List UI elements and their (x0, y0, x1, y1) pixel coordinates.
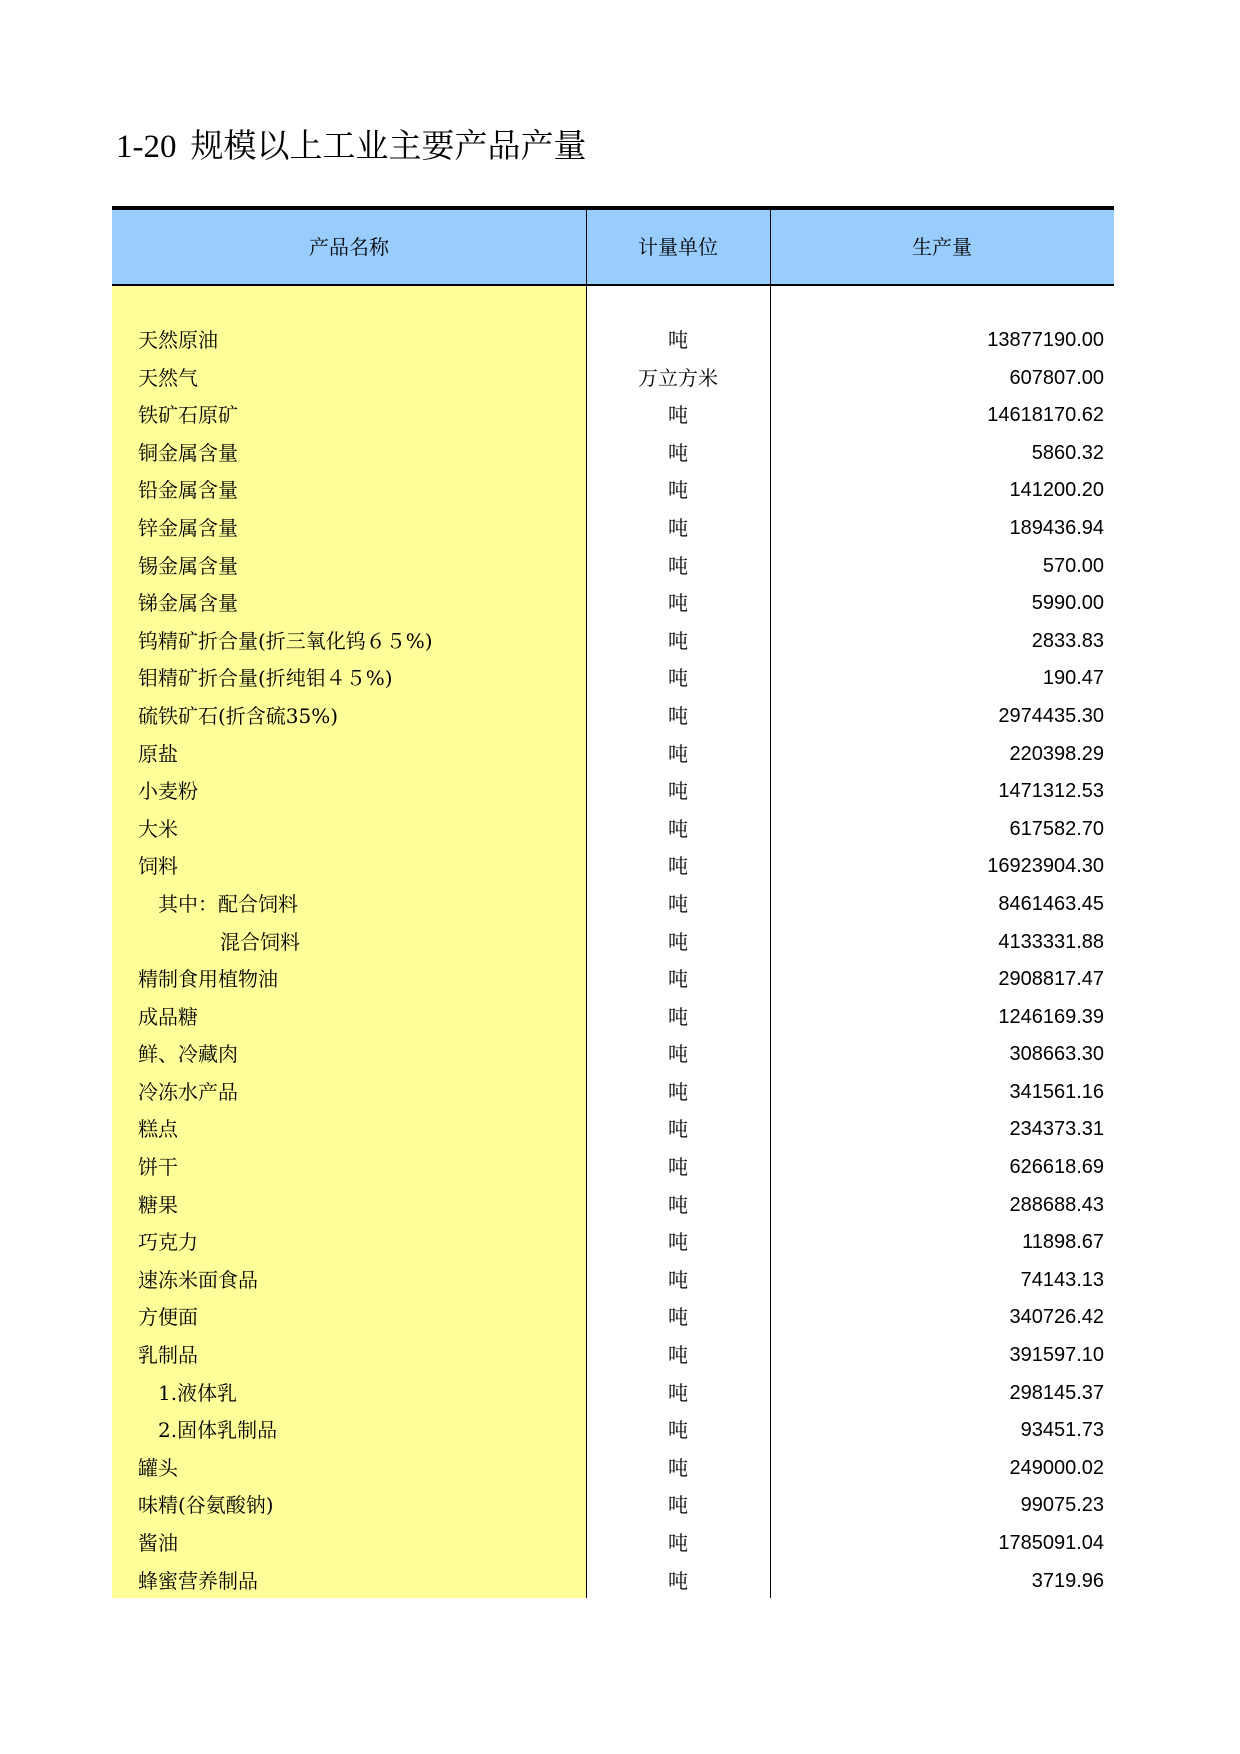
table-row (112, 1074, 1114, 1112)
output-value-cell: 2974435.30 (998, 704, 1104, 727)
table-row (112, 1111, 1114, 1149)
table-row (112, 886, 1114, 924)
table-row (112, 773, 1114, 811)
output-value-cell: 340726.42 (1009, 1306, 1104, 1329)
unit-cell: 吨 (668, 440, 688, 465)
table-row (112, 1563, 1114, 1601)
unit-cell: 吨 (668, 478, 688, 503)
output-value-cell: 1246169.39 (998, 1005, 1104, 1028)
table-row (112, 999, 1114, 1037)
table-body (112, 322, 1114, 1600)
product-name-cell: 冷冻水产品 (138, 1079, 238, 1104)
product-name-cell: 天然气 (138, 365, 198, 390)
table-row (112, 924, 1114, 962)
production-table (112, 206, 1114, 1598)
table-row (112, 435, 1114, 473)
product-name-cell: 2.固体乳制品 (158, 1418, 278, 1443)
table-row (112, 736, 1114, 774)
product-name-cell: 铅金属含量 (138, 478, 238, 503)
unit-cell: 吨 (668, 1192, 688, 1217)
unit-cell: 吨 (668, 1455, 688, 1480)
unit-cell: 吨 (668, 591, 688, 616)
output-value-cell: 2833.83 (1031, 629, 1104, 652)
product-name-cell: 混合饲料 (220, 929, 300, 954)
product-name-cell: 罐头 (138, 1455, 178, 1480)
output-value-cell: 607807.00 (1009, 366, 1104, 389)
product-name-cell: 精制食用植物油 (138, 967, 278, 992)
product-name-cell: 鲜、冷藏肉 (138, 1042, 238, 1067)
unit-cell: 吨 (668, 666, 688, 691)
unit-cell: 万立方米 (638, 365, 718, 390)
table-row (112, 585, 1114, 623)
output-value-cell: 2908817.47 (998, 968, 1104, 991)
header-unit: 计量单位 (638, 235, 718, 259)
unit-cell: 吨 (668, 1305, 688, 1330)
unit-cell: 吨 (668, 553, 688, 578)
output-value-cell: 1471312.53 (998, 780, 1104, 803)
output-value-cell: 308663.30 (1009, 1043, 1104, 1066)
product-name-cell: 酱油 (138, 1531, 178, 1555)
table-row (112, 1412, 1114, 1450)
output-value-cell: 4133331.88 (998, 930, 1104, 953)
output-value-cell: 341561.16 (1009, 1080, 1104, 1103)
output-value-cell: 626618.69 (1009, 1156, 1104, 1179)
table-row (112, 472, 1114, 510)
table-row (112, 1036, 1114, 1074)
unit-cell: 吨 (668, 741, 688, 766)
table-row (112, 623, 1114, 661)
unit-cell: 吨 (668, 1267, 688, 1292)
product-name-cell: 成品糖 (138, 1004, 198, 1029)
unit-cell: 吨 (668, 854, 688, 879)
output-value-cell: 1785091.04 (998, 1532, 1104, 1554)
unit-cell: 吨 (668, 703, 688, 728)
product-name-cell: 锡金属含量 (138, 553, 238, 578)
table-row (112, 510, 1114, 548)
unit-cell: 吨 (668, 1004, 688, 1029)
product-name-cell: 方便面 (138, 1305, 198, 1330)
unit-cell: 吨 (668, 1531, 688, 1555)
unit-cell: 吨 (668, 1155, 688, 1180)
product-name-cell: 1.液体乳 (158, 1380, 238, 1405)
table-row (112, 548, 1114, 586)
output-value-cell: 220398.29 (1009, 742, 1104, 765)
table-row (112, 1337, 1114, 1375)
product-name-cell: 原盐 (138, 741, 178, 766)
product-name-cell: 钼精矿折合量(折纯钼４５%) (138, 666, 393, 691)
page-title (116, 124, 587, 169)
table-row (112, 1224, 1114, 1262)
table-row (112, 1487, 1114, 1525)
table-row (112, 660, 1114, 698)
table-row (112, 1525, 1114, 1563)
unit-cell: 吨 (668, 1493, 688, 1518)
output-value-cell: 288688.43 (1009, 1193, 1104, 1216)
table-row (112, 961, 1114, 999)
output-value-cell: 3719.96 (1031, 1569, 1104, 1592)
table-row (112, 1299, 1114, 1337)
output-value-cell: 8461463.45 (998, 892, 1104, 915)
unit-cell: 吨 (668, 1568, 688, 1593)
output-value-cell: 249000.02 (1009, 1456, 1104, 1479)
table-row (112, 360, 1114, 398)
product-name-cell: 天然原油 (138, 328, 218, 352)
output-value-cell: 234373.31 (1009, 1118, 1104, 1141)
output-value-cell: 190.47 (1042, 667, 1104, 690)
unit-cell: 吨 (668, 1079, 688, 1104)
table-row (112, 848, 1114, 886)
unit-cell: 吨 (668, 515, 688, 540)
product-name-cell: 铜金属含量 (138, 440, 238, 465)
table-row (112, 1450, 1114, 1488)
output-value-cell: 74143.13 (1020, 1268, 1104, 1291)
header-output: 生产量 (912, 235, 972, 259)
unit-cell: 吨 (668, 967, 688, 992)
table-title: 规模以上工业主要产品产量 (190, 126, 587, 165)
unit-cell: 吨 (668, 628, 688, 653)
unit-cell: 吨 (668, 1418, 688, 1443)
unit-cell: 吨 (668, 403, 688, 428)
product-name-cell: 蜂蜜营养制品 (138, 1568, 258, 1593)
table-row (112, 1262, 1114, 1300)
output-value-cell: 5990.00 (1031, 592, 1104, 615)
unit-cell: 吨 (668, 929, 688, 954)
product-name-cell: 糖果 (138, 1192, 178, 1217)
product-name-cell: 乳制品 (138, 1343, 198, 1368)
table-row (112, 322, 1114, 360)
unit-cell: 吨 (668, 1117, 688, 1142)
table-row (112, 1187, 1114, 1225)
product-name-cell: 糕点 (138, 1117, 178, 1142)
output-value-cell: 93451.73 (1020, 1419, 1104, 1442)
product-name-cell: 饼干 (138, 1155, 178, 1180)
output-value-cell: 189436.94 (1009, 516, 1104, 539)
output-value-cell: 5860.32 (1031, 441, 1104, 464)
table-number: 1-20 (116, 129, 177, 165)
unit-cell: 吨 (668, 816, 688, 841)
product-name-cell: 小麦粉 (138, 779, 198, 804)
product-name-cell: 速冻米面食品 (138, 1267, 258, 1292)
output-value-cell: 99075.23 (1020, 1494, 1104, 1517)
table-row (112, 698, 1114, 736)
product-name-cell: 味精(谷氨酸钠) (138, 1493, 274, 1518)
output-value-cell: 391597.10 (1009, 1344, 1104, 1367)
unit-cell: 吨 (668, 328, 688, 352)
output-value-cell: 617582.70 (1009, 817, 1104, 840)
product-name-cell: 其中：配合饲料 (158, 891, 298, 916)
unit-cell: 吨 (668, 779, 688, 804)
unit-cell: 吨 (668, 1230, 688, 1255)
product-name-cell: 巧克力 (138, 1230, 198, 1255)
output-value-cell: 141200.20 (1009, 479, 1104, 502)
output-value-cell: 14618170.62 (987, 404, 1104, 427)
output-value-cell: 13877190.00 (987, 329, 1104, 351)
unit-cell: 吨 (668, 1042, 688, 1067)
product-name-cell: 硫铁矿石(折含硫35%) (138, 703, 339, 728)
product-name-cell: 大米 (138, 816, 178, 841)
table-row (112, 1375, 1114, 1413)
product-name-cell: 饲料 (138, 854, 178, 879)
output-value-cell: 16923904.30 (987, 855, 1104, 878)
table-row (112, 397, 1114, 435)
product-name-cell: 钨精矿折合量(折三氧化钨６５%) (138, 628, 433, 653)
unit-cell: 吨 (668, 891, 688, 916)
table-header (112, 210, 1114, 286)
product-name-cell: 锌金属含量 (138, 515, 238, 540)
output-value-cell: 570.00 (1042, 554, 1104, 577)
output-value-cell: 11898.67 (1022, 1231, 1104, 1254)
product-name-cell: 锑金属含量 (138, 591, 238, 616)
header-product-name: 产品名称 (309, 235, 389, 259)
product-name-cell: 铁矿石原矿 (138, 403, 238, 428)
unit-cell: 吨 (668, 1380, 688, 1405)
unit-cell: 吨 (668, 1343, 688, 1368)
table-row (112, 811, 1114, 849)
output-value-cell: 298145.37 (1009, 1381, 1104, 1404)
table-row (112, 1149, 1114, 1187)
